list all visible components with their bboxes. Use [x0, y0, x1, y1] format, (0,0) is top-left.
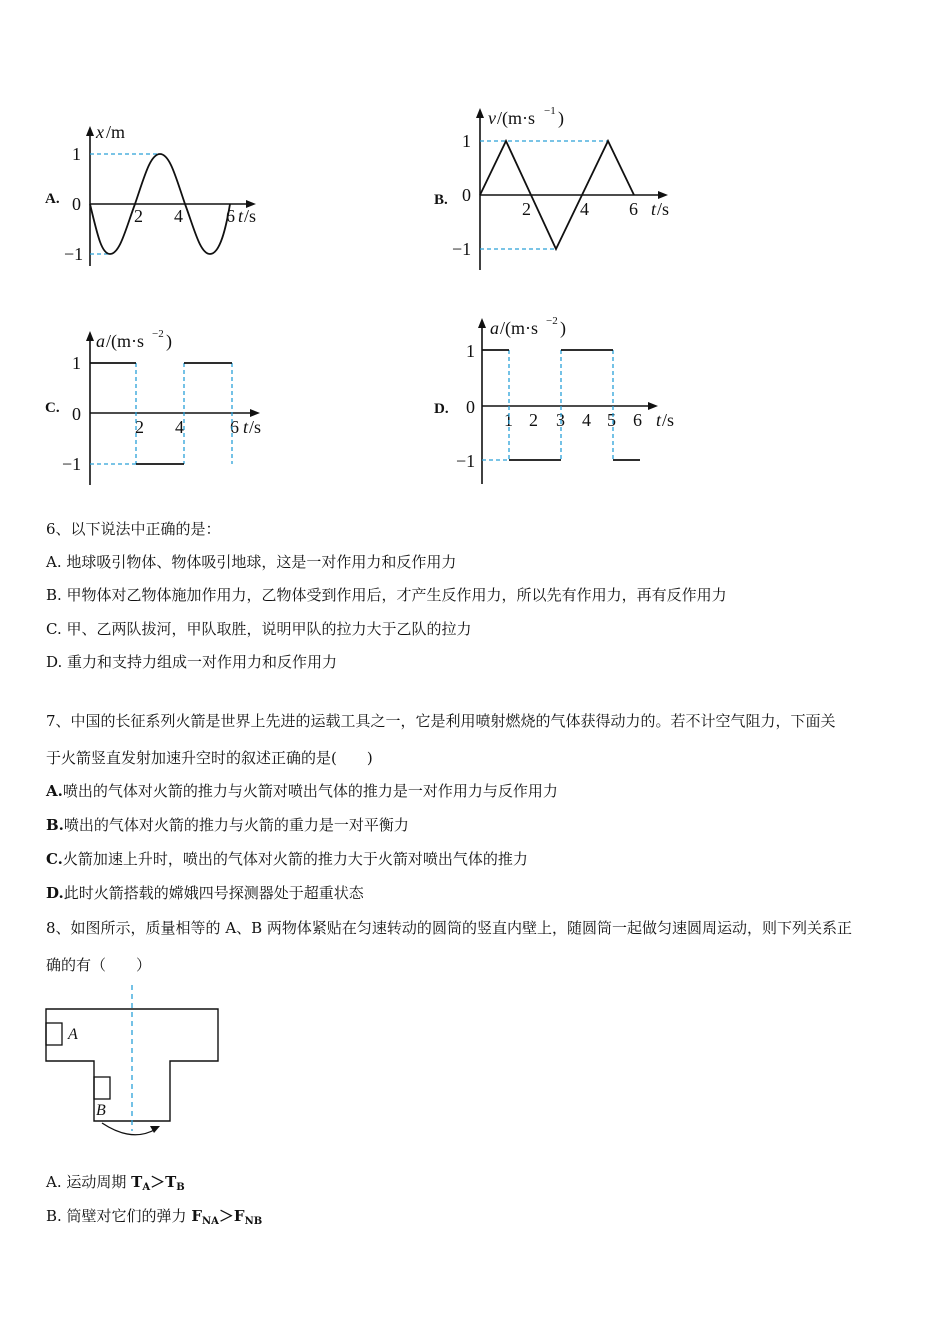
q6-option-b: B. 甲物体对乙物体施加作用力，乙物体受到作用后，才产生反作用力，所以先有作用力，再有反作用力 [46, 586, 727, 604]
graph-c-label: C. [45, 400, 60, 416]
graph-d-xtick-3: 3 [556, 410, 565, 430]
q7-option-d-text: 此时火箭搭载的嫦娥四号探测器处于超重状态 [63, 884, 364, 902]
q8-stem-line2: 确的有（ ） [46, 956, 152, 974]
graph-a-y-var: x [96, 122, 104, 142]
q7-option-a [46, 781, 558, 801]
graph-c-x-arrow [250, 409, 260, 417]
q7-option-c-text: 火箭加速上升时，喷出的气体对火箭的推力大于火箭对喷出气体的推力 [62, 850, 528, 868]
graph-d-ytick-neg1: −1 [456, 451, 476, 471]
q8-option-b-op: ＞ [218, 1207, 234, 1225]
q7-stem-line2: 于火箭竖直发射加速升空时的叙述正确的是( ) [46, 749, 373, 767]
graph-a-xtick-4: 4 [174, 206, 183, 226]
q7-option-a-letter: A. [46, 782, 63, 800]
graph-c [40, 325, 300, 490]
graph-a-y-arrow [86, 126, 94, 136]
graph-b-ytick-0: 0 [462, 185, 471, 205]
graph-c-y-close: ) [166, 331, 172, 351]
graph-a-x-var: t [238, 206, 244, 226]
graph-b-y-unit: /(m·s [497, 108, 535, 128]
graph-d-x-var: t [656, 410, 662, 430]
graph-a-xtick-2: 2 [134, 206, 143, 226]
q7-option-b-text: 喷出的气体对火箭的推力与火箭的重力是一对平衡力 [63, 816, 409, 834]
block-b-label: B [96, 1102, 106, 1119]
graph-a-ytick-0: 0 [72, 194, 81, 214]
rotation-arrow [102, 1123, 156, 1135]
graph-b-y-arrow [476, 108, 484, 118]
graph-d-xtick-2: 2 [529, 410, 538, 430]
graph-c-xtick-4: 4 [175, 417, 184, 437]
q8-option-b-prefix: B. 筒壁对它们的弹力 [46, 1207, 192, 1225]
q7-option-b [46, 815, 409, 835]
block-b [94, 1077, 110, 1099]
graph-a-ytick-neg1: −1 [64, 244, 84, 264]
graph-b-x-arrow [658, 191, 668, 199]
graph-a [40, 118, 280, 278]
graph-b-xtick-4: 4 [580, 199, 589, 219]
q6-stem: 6、以下说法中正确的是： [46, 520, 221, 538]
graph-d-ytick-0: 0 [466, 397, 475, 417]
graph-b-y-var: v [488, 108, 496, 128]
block-a [46, 1023, 62, 1045]
q6-option-c: C. 甲、乙两队拔河，甲队取胜，说明甲队的拉力大于乙队的拉力 [46, 620, 472, 638]
graph-d [430, 310, 700, 490]
q7-option-d-letter: D. [46, 884, 64, 902]
graph-d-y-var: a [490, 318, 499, 338]
graph-d-ytick-1: 1 [466, 341, 475, 361]
graph-d-y-arrow [478, 318, 486, 328]
q7-option-c [46, 849, 528, 869]
q8-option-a [46, 1172, 185, 1198]
q7-option-b-letter: B. [46, 816, 64, 834]
q8-option-a-rhs-sub: B [176, 1182, 185, 1193]
graph-c-x-var: t [243, 417, 249, 437]
graph-b-ytick-1: 1 [462, 131, 471, 151]
graph-c-y-exp: −2 [152, 328, 164, 340]
q6-option-a: A. 地球吸引物体、物体吸引地球，这是一对作用力和反作用力 [46, 553, 457, 571]
q6-option-d: D. 重力和支持力组成一对作用力和反作用力 [46, 653, 338, 671]
q7-option-a-text: 喷出的气体对火箭的推力与火箭对喷出气体的推力是一对作用力与反作用力 [62, 782, 558, 800]
graph-b-x-var: t [651, 199, 657, 219]
graph-c-xtick-6: 6 [230, 417, 239, 437]
graph-b-x-unit: /s [657, 199, 670, 219]
graph-b-label: B. [434, 192, 448, 208]
graph-d-xtick-6: 6 [633, 410, 642, 430]
q8-option-b-rhs: F [233, 1207, 245, 1225]
q8-option-a-lhs-sub: A [142, 1182, 151, 1193]
graph-d-y-close: ) [560, 318, 566, 338]
graph-c-y-var: a [96, 331, 105, 351]
graph-c-x-unit: /s [249, 417, 262, 437]
graph-d-x-unit: /s [662, 410, 675, 430]
graph-a-ytick-1: 1 [72, 144, 81, 164]
q8-option-b-rhs-sub: NB [244, 1216, 263, 1227]
graph-d-xtick-4: 4 [582, 410, 591, 430]
graph-a-xtick-6: 6 [226, 206, 235, 226]
graph-d-xtick-1: 1 [504, 410, 513, 430]
graph-c-ytick-neg1: −1 [62, 454, 82, 474]
q7-option-d [46, 883, 364, 903]
q7-option-c-letter: C. [46, 850, 63, 868]
graph-d-y-unit: /(m·s [500, 318, 538, 338]
graph-d-label: D. [434, 401, 449, 417]
q8-option-a-lhs: T [131, 1173, 143, 1191]
graph-b [430, 100, 690, 275]
graph-b-ytick-neg1: −1 [452, 239, 472, 259]
q8-option-a-prefix: A. 运动周期 [46, 1173, 132, 1191]
graph-c-y-unit: /(m·s [106, 331, 144, 351]
graph-b-xtick-6: 6 [629, 199, 638, 219]
graph-d-y-exp: −2 [546, 315, 558, 327]
q8-option-b-lhs-sub: NA [201, 1216, 219, 1227]
graph-d-xtick-5: 5 [607, 410, 616, 430]
graph-b-y-close: ) [558, 108, 564, 128]
graph-a-label: A. [45, 191, 60, 207]
graph-c-ytick-1: 1 [72, 353, 81, 373]
q8-stem-line1: 8、如图所示，质量相等的 A、B 两物体紧贴在匀速转动的圆筒的竖直内壁上，随圆筒一起做匀速圆周运动，则下列关系正 [46, 919, 852, 937]
graph-b-y-exp: −1 [544, 105, 556, 117]
graph-c-xtick-2: 2 [135, 417, 144, 437]
graph-b-xtick-2: 2 [522, 199, 531, 219]
graph-c-ytick-0: 0 [72, 404, 81, 424]
graph-c-y-arrow [86, 331, 94, 341]
q8-option-b [46, 1206, 262, 1232]
q8-option-a-op: ＞ [150, 1173, 166, 1191]
graph-a-y-unit: /m [106, 122, 126, 142]
graph-d-x-arrow [648, 402, 658, 410]
q8-cylinder-figure [40, 985, 230, 1145]
q8-option-a-rhs: T [165, 1173, 177, 1191]
block-a-label: A [68, 1026, 78, 1043]
graph-a-x-unit: /s [244, 206, 257, 226]
q8-option-b-lhs: F [191, 1207, 202, 1225]
q7-stem-line1: 7、中国的长征系列火箭是世界上先进的运载工具之一，它是利用喷射燃烧的气体获得动力的。若不计空气阻力，下面关 [46, 712, 836, 730]
